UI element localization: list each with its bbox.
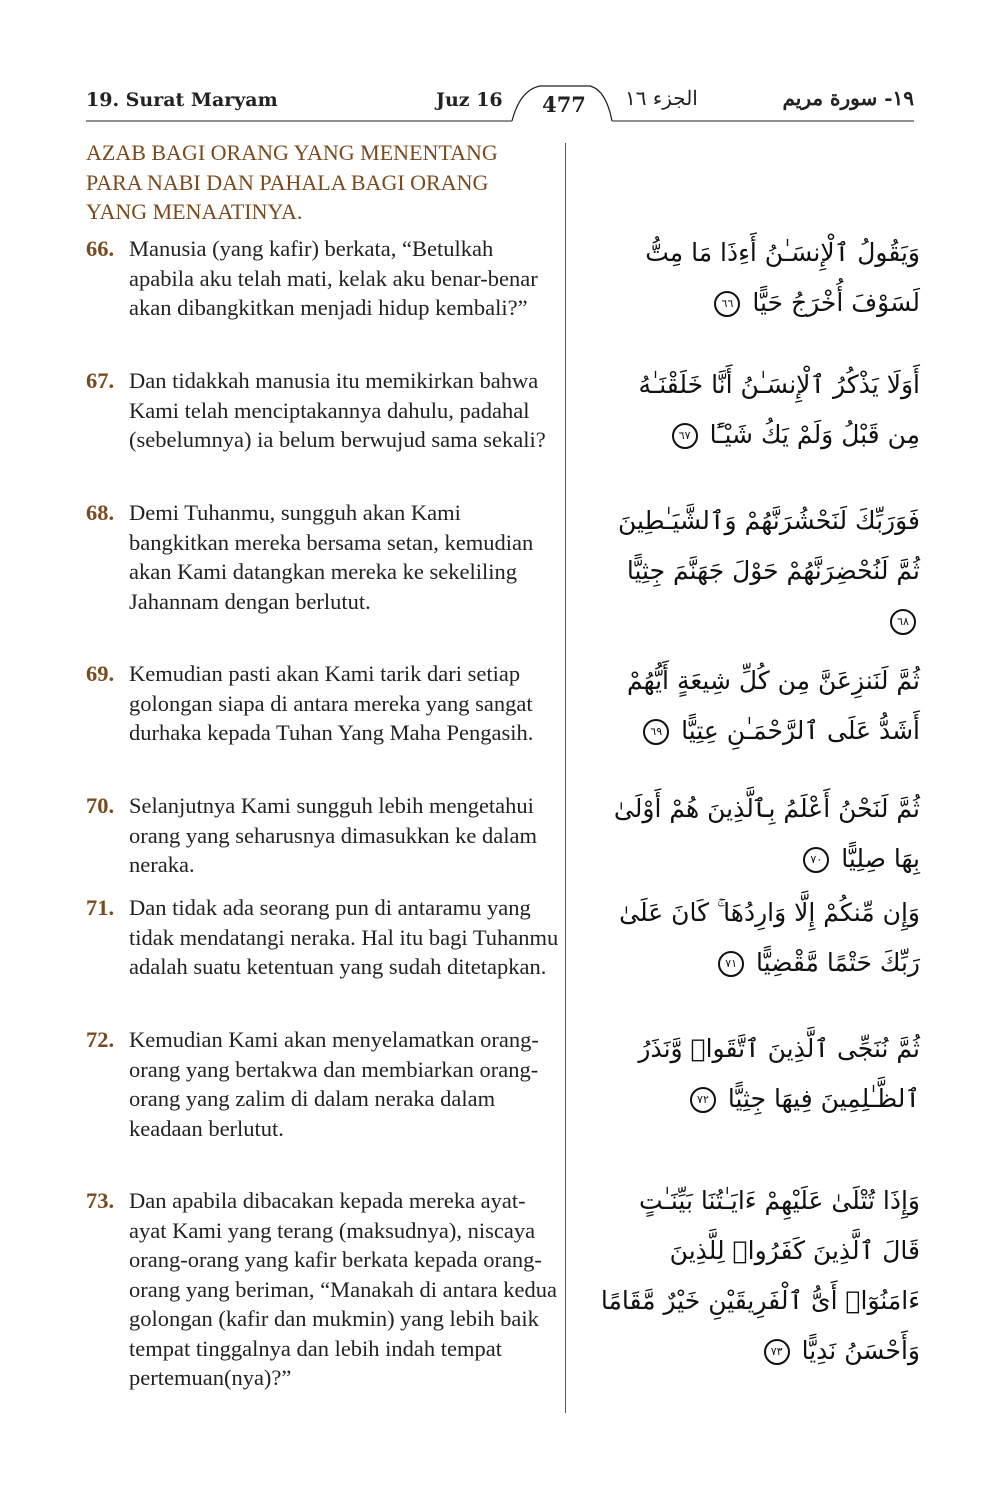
ayah-marker-icon: ٦٩ [643,719,669,745]
verse-number: 67. [86,368,115,393]
arabic-text: ثُمَّ لَنَحْنُ أَعْلَمُ بِٱلَّذِينَ هُمْ أَوْلَىٰ بِهَا صِلِيًّا [613,794,920,873]
verse-number: 71. [86,895,115,920]
ayah-marker-icon: ٧٢ [690,1087,716,1113]
ayah-marker-icon: ٦٧ [672,423,698,449]
juz-latin: Juz 16 [436,89,503,111]
surah-latin: 19. Surat Maryam [86,89,278,111]
ayah-marker-icon: ٧٣ [764,1339,790,1365]
verse-translation [86,659,561,748]
verse-text: Manusia (yang kafir) berkata, “Betulkah apabila aku telah mati, kelak aku benar-benar akan dibangkitkan menjadi hidup kembali?” [129,236,538,320]
verse-translation [86,1025,561,1143]
verse-number: 66. [86,236,115,261]
arabic-text: ثُمَّ نُنَجِّى ٱلَّذِينَ ٱتَّقَوا۟ وَّنَذَرُ ٱلظَّـٰلِمِينَ فِيهَا جِثِيًّا [638,1034,920,1113]
ayah-marker-icon: ٧١ [718,951,744,977]
verse-arabic [600,228,920,328]
verse-translation [86,234,561,323]
arabic-text: أَوَلَا يَذْكُرُ ٱلْإِنسَـٰنُ أَنَّا خَلَقْنَـٰهُ مِن قَبْلُ وَلَمْ يَكُ شَيْـًٔا [638,370,920,449]
section-title: AZAB BAGI ORANG YANG MENENTANG PARA NABI DAN PAHALA BAGI ORANG YANG MENAATINYA. [86,140,498,224]
arabic-text: وَإِن مِّنكُمْ إِلَّا وَارِدُهَا ۚ كَانَ عَلَىٰ رَبِّكَ حَتْمًا مَّقْضِيًّا [619,898,920,977]
verse-arabic [600,784,920,884]
verse-text: Demi Tuhanmu, sungguh akan Kami bangkitkan mereka bersama setan, kemudian akan Kami datangkan mereka ke sekeliling Jahannam dengan berlutut. [129,500,534,614]
verse-number: 73. [86,1188,115,1213]
ayah-marker-icon: ٦٨ [890,609,916,635]
page-header [0,0,1000,130]
verse-number: 69. [86,661,115,686]
verse-arabic [600,360,920,460]
verse-number: 70. [86,793,115,818]
arabic-text: وَإِذَا تُتْلَىٰ عَلَيْهِمْ ءَايَـٰتُنَا بَيِّنَـٰتٍ قَالَ ٱلَّذِينَ كَفَرُوا۟ لِلَّذِينَ ءَامَنُوٓا۟ أَىُّ ٱلْفَرِيقَيْنِ خَيْرٌ مَّقَامًا وَأَحْسَنُ نَدِيًّا [600,1186,920,1365]
verse-text: Selanjutnya Kami sungguh lebih mengetahui orang yang seharusnya dimasukkan ke dalam neraka. [129,793,537,877]
verse-text: Kemudian pasti akan Kami tarik dari setiap golongan siapa di antara mereka yang sangat durhaka kepada Tuhan Yang Maha Pengasih. [129,661,534,745]
verse-text: Dan tidak ada seorang pun di antaramu yang tidak mendatangi neraka. Hal itu bagi Tuhanmu adalah suatu ketentuan yang sudah ditetapkan. [129,895,559,979]
verse-text: Kemudian Kami akan menyelamatkan orang-orang yang bertakwa dan membiarkan orang-orang yang zalim di dalam neraka dalam keadaan berlutut. [129,1027,539,1141]
verse-translation [86,893,561,982]
page-number: 477 [542,92,586,117]
verse-number: 72. [86,1027,115,1052]
verse-translation [86,498,561,616]
arabic-text: فَوَرَبِّكَ لَنَحْشُرَنَّهُمْ وَٱلشَّيَـٰطِينَ ثُمَّ لَنُحْضِرَنَّهُمْ حَوْلَ جَهَنَّمَ جِثِيًّا [618,506,920,585]
juz-arabic: الجزء ١٦ [625,86,698,110]
verse-arabic [600,888,920,988]
arabic-text: وَيَقُولُ ٱلْإِنسَـٰنُ أَءِذَا مَا مِتُّ لَسَوْفَ أُخْرَجُ حَيًّا [645,238,920,317]
verse-arabic [600,656,920,756]
verse-translation [86,366,561,455]
verse-arabic [600,1176,920,1376]
verse-arabic [600,496,920,646]
surah-arabic: ١٩- سورة مريم [782,86,914,110]
verse-text: Dan apabila dibacakan kepada mereka ayat-ayat Kami yang terang (maksudnya), niscaya orang-orang yang kafir berkata kepada orang-orang yang beriman, “Manakah di antara kedua golongan (kafir dan mukmin) yang lebih baik tempat tinggalnya dan lebih indah tempat pertemuan(nya)?” [129,1188,557,1390]
verse-arabic [600,1024,920,1124]
ayah-marker-icon: ٧٠ [803,847,829,873]
verse-text: Dan tidakkah manusia itu memikirkan bahwa Kami telah menciptakannya dahulu, padahal (sebelumnya) ia belum berwujud sama sekali? [129,368,546,452]
arabic-text: ثُمَّ لَنَنزِعَنَّ مِن كُلِّ شِيعَةٍ أَيُّهُمْ أَشَدُّ عَلَى ٱلرَّحْمَـٰنِ عِتِيًّا [626,666,920,745]
verse-translation [86,1186,561,1393]
ayah-marker-icon: ٦٦ [714,291,740,317]
verse-number: 68. [86,500,115,525]
verse-translation [86,791,561,880]
column-divider [565,143,566,1413]
